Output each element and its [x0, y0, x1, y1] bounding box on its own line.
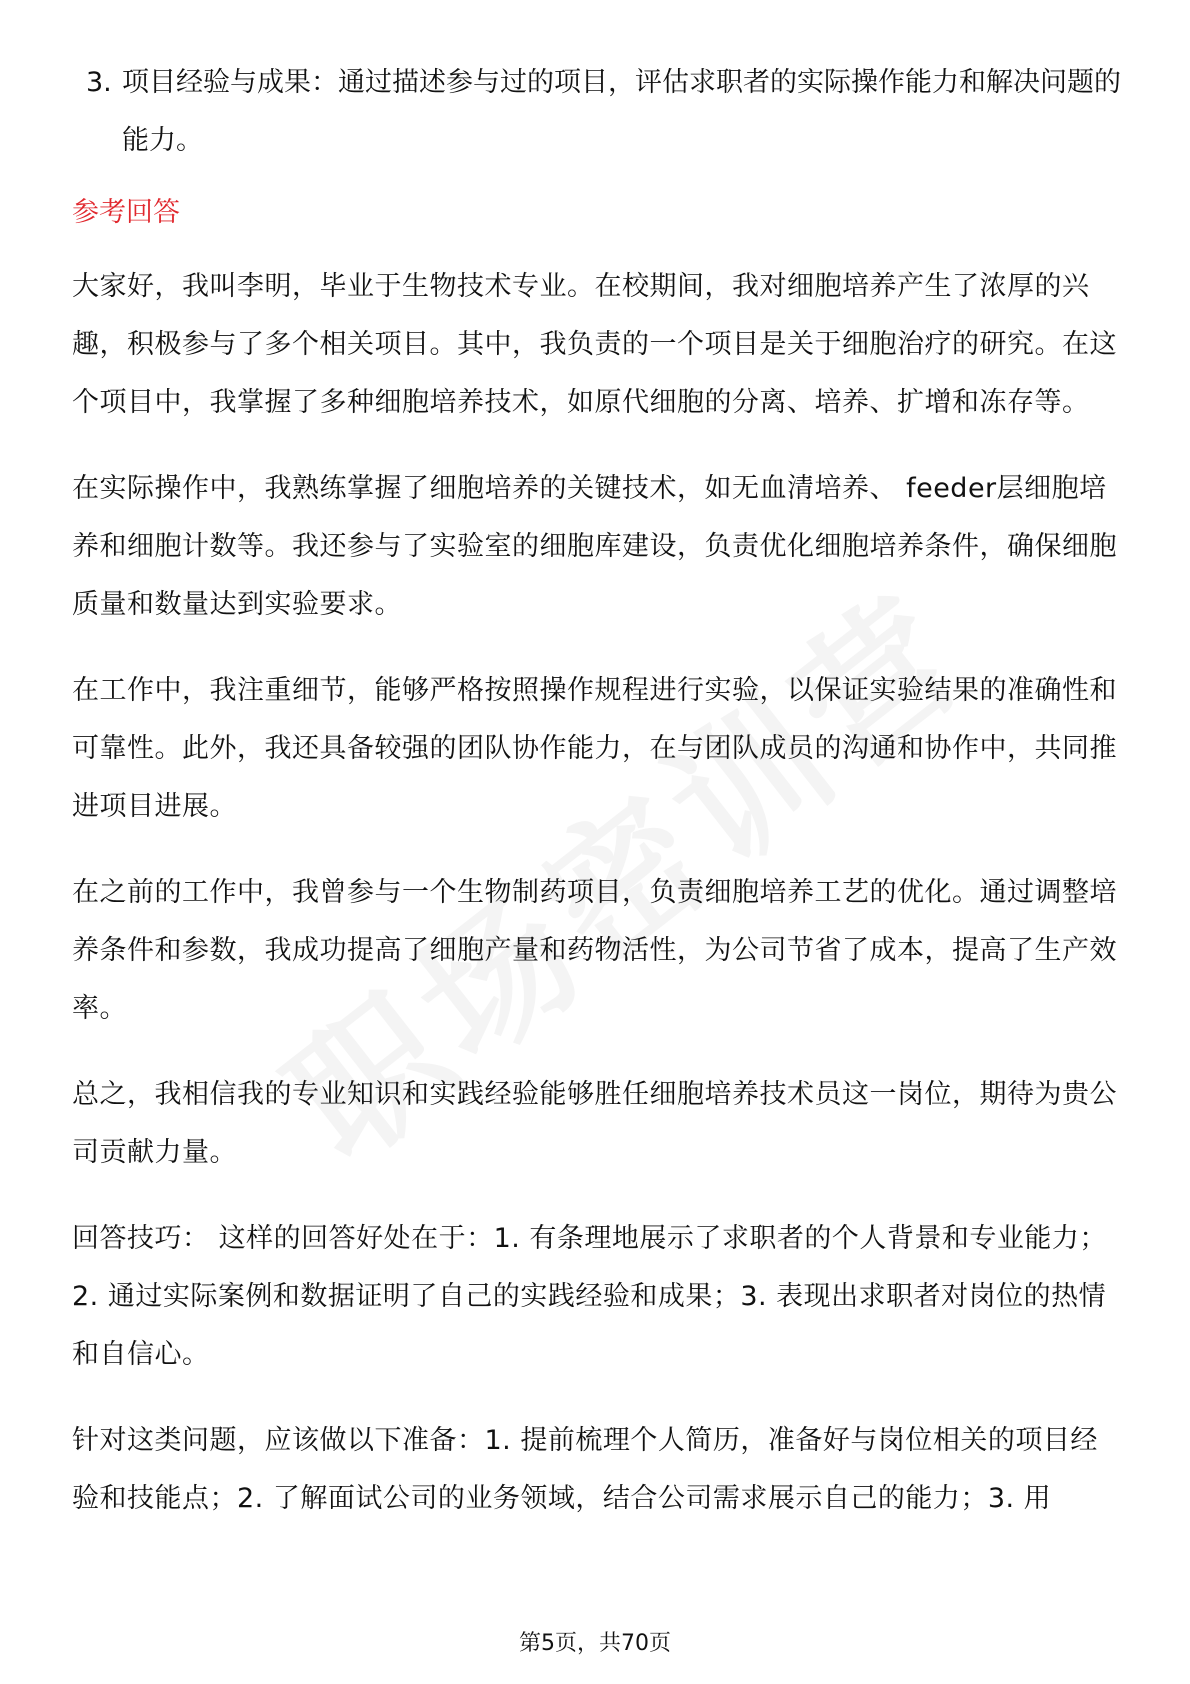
answer-paragraph: 在工作中，我注重细节，能够严格按照操作规程进行实验，以保证实验结果的准确性和可靠性。此外，我还具备较强的团队协作能力，在与团队成员的沟通和协作中，共同推进项目进展。	[72, 675, 1117, 822]
list-item	[72, 54, 1122, 170]
list-item-text: 项目经验与成果：通过描述参与过的项目，评估求职者的实际操作能力和解决问题的能力。	[122, 67, 1121, 156]
answer-paragraph: 在之前的工作中，我曾参与一个生物制药项目，负责细胞培养工艺的优化。通过调整培养条件和参数，我成功提高了细胞产量和药物活性，为公司节省了成本，提高了生产效率。	[72, 877, 1117, 1024]
answer-paragraph: 在实际操作中，我熟练掌握了细胞培养的关键技术，如无血清培养、 feeder层细胞培养和细胞计数等。我还参与了实验室的细胞库建设，负责优化细胞培养条件，确保细胞质量和数量达到实验要求。	[72, 473, 1117, 620]
list-item-number: 3.	[86, 67, 112, 98]
page-number: 第5页，共70页	[519, 1631, 671, 1656]
section-heading: 参考回答	[72, 197, 180, 228]
preparation-paragraph: 针对这类问题，应该做以下准备：1. 提前梳理个人简历，准备好与岗位相关的项目经验和技能点；2. 了解面试公司的业务领域，结合公司需求展示自己的能力；3. 用	[72, 1425, 1098, 1514]
answer-paragraph: 大家好，我叫李明，毕业于生物技术专业。在校期间，我对细胞培养产生了浓厚的兴趣，积极参与了多个相关项目。其中，我负责的一个项目是关于细胞治疗的研究。在这个项目中，我掌握了多种细胞培养技术，如原代细胞的分离、培养、扩增和冻存等。	[72, 271, 1117, 418]
page-content	[72, 54, 1122, 1556]
tips-paragraph: 回答技巧： 这样的回答好处在于：1. 有条理地展示了求职者的个人背景和专业能力；2. 通过实际案例和数据证明了自己的实践经验和成果；3. 表现出求职者对岗位的热情和自信心。	[72, 1223, 1107, 1370]
answer-paragraph: 总之，我相信我的专业知识和实践经验能够胜任细胞培养技术员这一岗位，期待为贵公司贡献力量。	[72, 1079, 1117, 1168]
